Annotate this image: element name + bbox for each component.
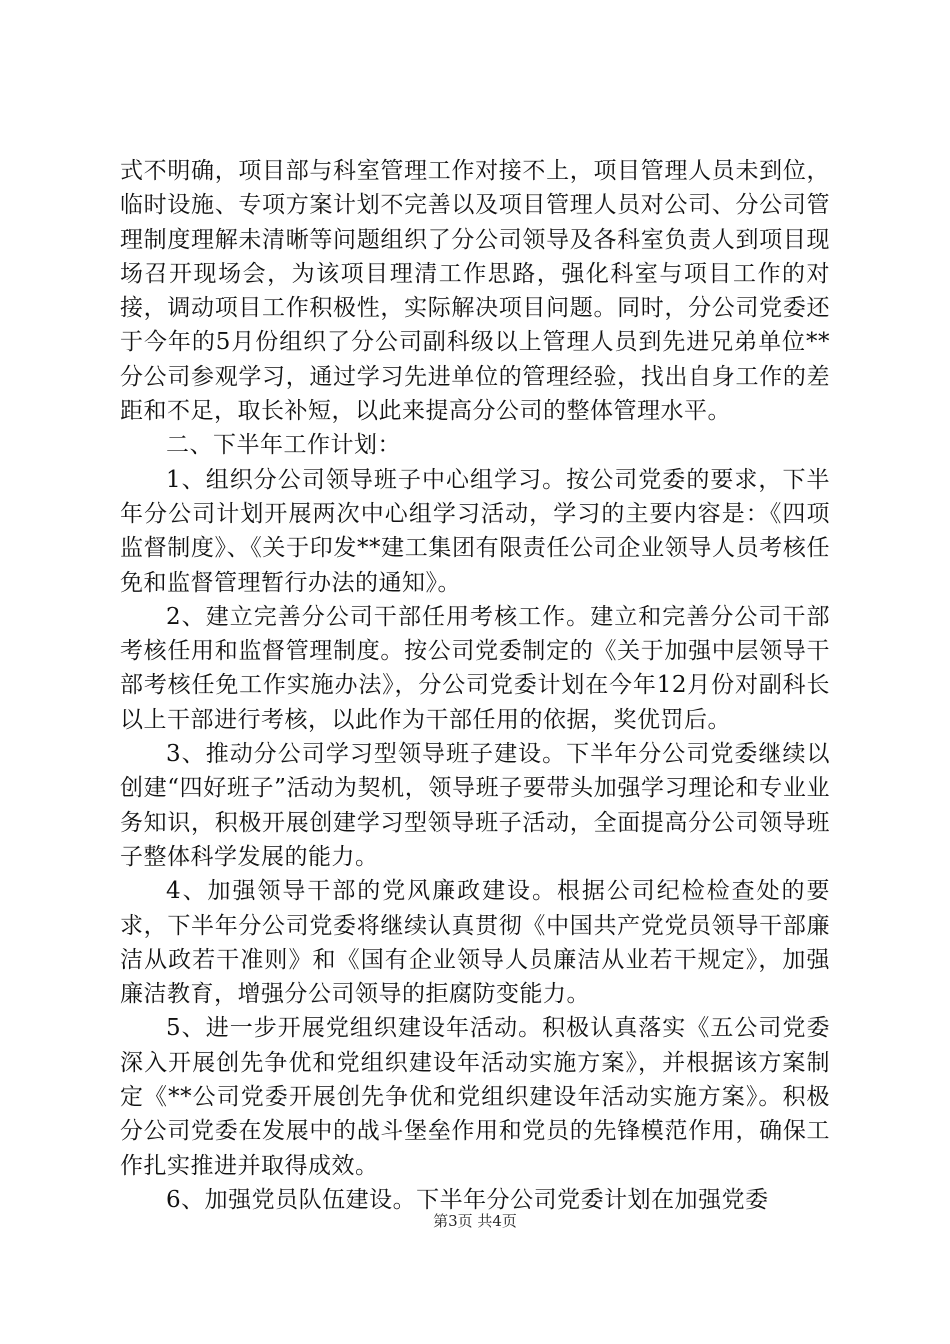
document-body [120, 154, 830, 1217]
plan-item-1: 1、组织分公司领导班子中心组学习。按公司党委的要求，下半年分公司计划开展两次中心组学习活动，学习的主要内容是：《四项监督制度》、《关于印发**建工集团有限责任公司企业领导人员考核任免和监督管理暂行办法的通知》。 [120, 466, 830, 596]
plan-item-3: 3、推动分公司学习型领导班子建设。下半年分公司党委继续以创建“四好班子”活动为契机，领导班子要带头加强学习理论和专业业务知识，积极开展创建学习型领导班子活动，全面提高分公司领导班子整体科学发展的能力。 [120, 741, 830, 870]
page-footer: 第3页 共4页 [433, 1212, 517, 1230]
section-heading-second-half-plan: 二、下半年工作计划： [166, 432, 401, 459]
plan-item-6: 6、加强党员队伍建设。下半年分公司党委计划在加强党委 [166, 1186, 769, 1213]
plan-item-2: 2、建立完善分公司干部任用考核工作。建立和完善分公司干部考核任用和监督管理制度。按公司党委制定的《关于加强中层领导干部考核任免工作实施办法》，分公司党委计划在今年12月份对副科长以上干部进行考核，以此作为干部任用的依据，奖优罚后。 [120, 603, 830, 733]
plan-item-4: 4、加强领导干部的党风廉政建设。根据公司纪检检查处的要求，下半年分公司党委将继续认真贯彻《中国共产党党员领导干部廉洁从政若干准则》和《国有企业领导人员廉洁从业若干规定》，加强廉洁教育，增强分公司领导的拒腐防变能力。 [120, 878, 830, 1008]
plan-item-5: 5、进一步开展党组织建设年活动。积极认真落实《五公司党委深入开展创先争优和党组织建设年活动实施方案》，并根据该方案制定《**公司党委开展创先争优和党组织建设年活动实施方案》。积极分公司党委在发展中的战斗堡垒作用和党员的先锋模范作用，确保工作扎实推进并取得成效。 [120, 1015, 830, 1179]
paragraph-continued: 式不明确，项目部与科室管理工作对接不上，项目管理人员未到位，临时设施、专项方案计划不完善以及项目管理人员对公司、分公司管理制度理解未清晰等问题组织了分公司领导及各科室负责人到项目现场召开现场会，为该项目理清工作思路，强化科室与项目工作的对接，调动项目工作积极性，实际解决项目问题。同时，分公司党委还于今年的5月份组织了分公司副科级以上管理人员到先进兄弟单位**分公司参观学习，通过学习先进单位的管理经验，找出自身工作的差距和不足，取长补短，以此来提高分公司的整体管理水平。 [120, 158, 830, 425]
